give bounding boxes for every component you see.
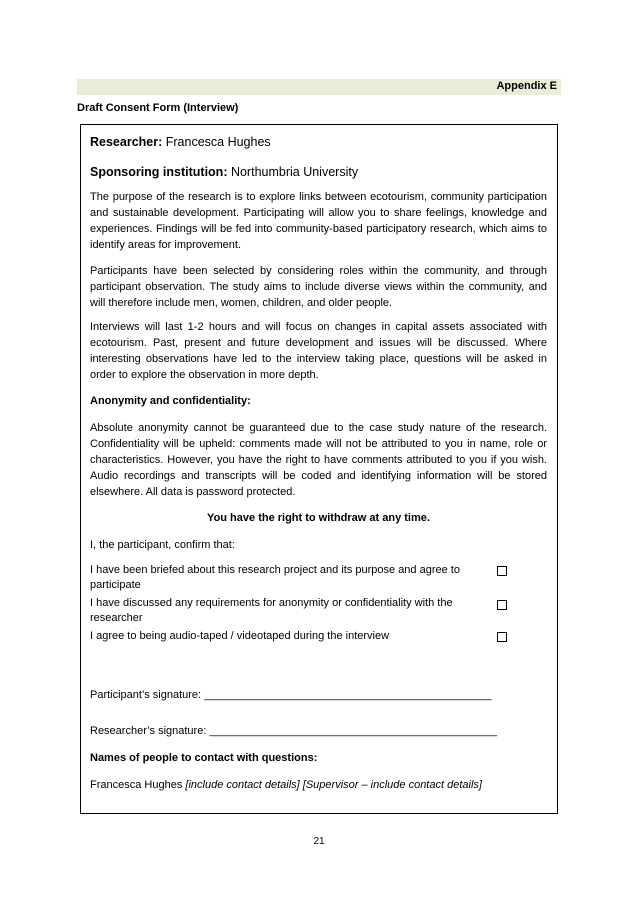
checkbox-recording[interactable] [497,632,507,642]
participants-paragraph: Participants have been selected by considering roles within the community, and through participant observation. The study aims to include diverse views within the community, and will therefore include men, women, children, and older people. [90,265,547,309]
withdraw-notice: You have the right to withdraw at any time. [207,512,430,524]
confirmation-briefed: I have been briefed about this research project and its purpose and agree to participate [90,564,460,591]
confirmation-anonymity: I have discussed any requirements for anonymity or confidentiality with the researcher [90,597,453,624]
sponsor-name: Northumbria University [227,165,359,179]
form-title: Draft Consent Form (Interview) [77,102,239,114]
checkbox-briefed[interactable] [497,566,507,576]
contacts-heading: Names of people to contact with questions: [90,752,318,764]
appendix-header-bar [77,79,561,95]
researcher-name: Francesca Hughes [162,135,271,149]
anonymity-heading: Anonymity and confidentiality: [90,395,251,407]
contact-line [90,777,547,793]
researcher-signature-line[interactable]: Researcher’s signature: _______________________________________________ [90,725,497,737]
researcher-label: Researcher: [90,135,163,149]
appendix-label: Appendix E [496,80,557,92]
anonymity-paragraph: Absolute anonymity cannot be guaranteed due to the case study nature of the research. Confidentiality will be upheld: comments made will not be attributed to you in name, role or characteristics. However, you have the right to have comments attributed to you if you wish. Audio recordings and transcripts will be coded and identifying information will be stored elsewhere. All data is password protected. [90,422,547,498]
participant-signature-line[interactable]: Participant’s signature: _______________________________________________ [90,689,492,701]
checkbox-anonymity[interactable] [497,600,507,610]
purpose-paragraph: The purpose of the research is to explore links between ecotourism, community participation and sustainable development. Participating will allow you to share feelings, knowledge and experiences. Findings will be fed into community-based participatory research, which aims to identify areas for improvement. [90,191,547,251]
contact-name: Francesca Hughes [90,779,186,791]
consent-form-box [80,124,558,814]
contact-details: [include contact details] [Supervisor – include contact details] [185,779,482,791]
researcher-line [90,134,547,150]
interviews-paragraph: Interviews will last 1-2 hours and will focus on changes in capital assets associated with ecotourism. Past, present and future development and issues will be discussed. Where interesting observations have led to the interview taking place, questions will be asked in order to explore the observation in more depth. [90,321,547,381]
page-number: 21 [313,836,325,847]
confirmation-recording: I agree to being audio-taped / videotaped during the interview [90,630,390,642]
sponsor-line [90,164,547,180]
sponsor-label: Sponsoring institution: [90,165,228,179]
confirm-intro: I, the participant, confirm that: [90,539,235,551]
